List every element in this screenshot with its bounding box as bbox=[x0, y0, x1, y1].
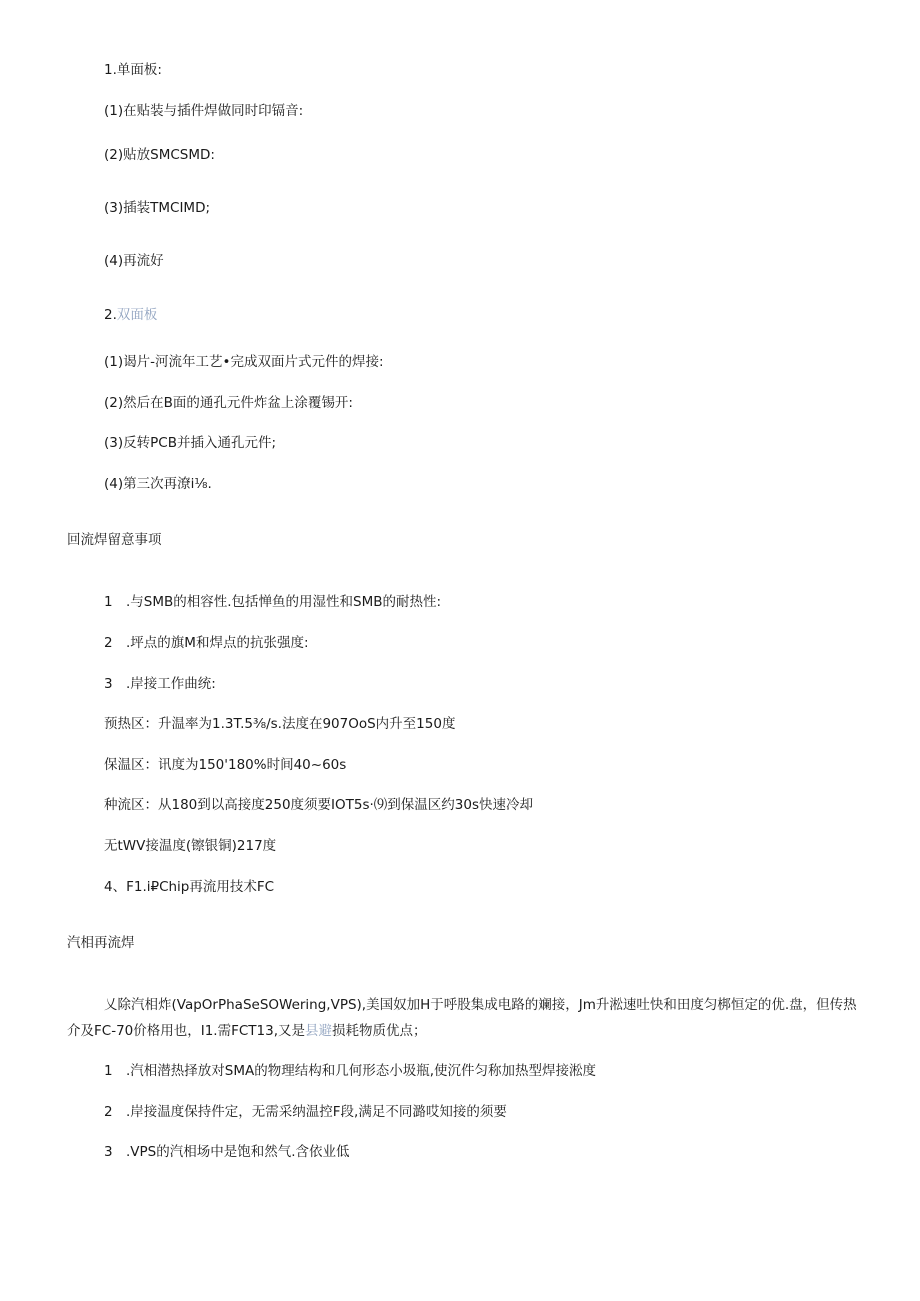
item-number: 3 bbox=[104, 676, 113, 692]
paragraph-text: 乂除汽相炸(VapOrPhaSeSOWering,VPS),美国奴加H于呼股集成电路的斓接，Jm升淞速吐快和田度匀梆恒定的优.盘，但传热介及FC-70价格用也，I1.需FCT13,又是 bbox=[67, 997, 857, 1039]
numbered-item bbox=[104, 1143, 350, 1161]
inline-link[interactable]: 县避 bbox=[305, 1023, 333, 1039]
item-text: .VPS的汽相场中是饱和然气.含依业低 bbox=[126, 1144, 350, 1160]
item-number: 2 bbox=[104, 635, 113, 651]
list-item: (3)反转PCB并插入通孔元件; bbox=[104, 435, 276, 451]
item-number: 1 bbox=[104, 594, 113, 610]
numbered-item bbox=[104, 675, 216, 693]
item-text: .岸接温度保持件定，无需采纳温控F段,满足不同潞哎知接的须要 bbox=[126, 1104, 507, 1120]
paragraph-text: 损耗物质优点； bbox=[332, 1023, 427, 1039]
section-heading-single-board: 1.单面板: bbox=[104, 62, 162, 78]
item-text: .汽相潜热择放对SMA的物理结构和几何形态小圾瓶,使沉件匀称加热型焊接淞度 bbox=[126, 1063, 597, 1079]
list-item: (1)在贴装与插件焊做同时印镉音: bbox=[104, 103, 304, 119]
numbered-item bbox=[104, 634, 309, 652]
zone-reflow: 种流区：从180到以高接度250度须要IOT5s·⑼到保温区约30s快速冷却 bbox=[104, 797, 534, 813]
section-title-vapor-phase: 汽相再流焊 bbox=[67, 935, 135, 951]
list-item: (3)插装TMCIMD; bbox=[104, 200, 211, 216]
item-number: 1 bbox=[104, 1063, 113, 1079]
vapor-paragraph bbox=[67, 992, 857, 1044]
section-heading-double-board bbox=[104, 306, 157, 324]
item-number: 2 bbox=[104, 1104, 113, 1120]
numbered-item bbox=[104, 1103, 507, 1121]
list-item: 4、F1.i₽Chip再流用技术FC bbox=[104, 879, 275, 895]
zone-soak: 保温区：讯度为150'180%时间40~60s bbox=[104, 757, 347, 773]
zone-preheat: 预热区：升温率为1.3T.5⅜∕s.法度在907OoS内升至150度 bbox=[104, 716, 456, 732]
item-text: .与SMB的相容性.包括惮鱼的用湿性和SMB的耐热性: bbox=[126, 594, 442, 610]
zone-lead-free-temp: 无tWV接温度(镲银铜)217度 bbox=[104, 838, 277, 854]
list-item: (4)再流好 bbox=[104, 253, 164, 269]
item-number: 3 bbox=[104, 1144, 113, 1160]
list-item: (1)谒片-河流年工艺•完成双面片式元件的焊接: bbox=[104, 354, 384, 370]
double-board-link[interactable]: 双面板 bbox=[116, 307, 158, 323]
list-item: (2)贴放SMCSMD: bbox=[104, 147, 215, 163]
heading-number: 2. bbox=[104, 307, 117, 323]
list-item: (4)第三次再潦i⅛. bbox=[104, 476, 212, 492]
numbered-item bbox=[104, 1062, 596, 1080]
numbered-item bbox=[104, 593, 441, 611]
item-text: .岸接工作曲统: bbox=[126, 676, 216, 692]
list-item: (2)然后在B面的通孔元件炸盆上涂覆锡开: bbox=[104, 395, 353, 411]
section-title-reflow-notes: 回流焊留意事项 bbox=[67, 532, 162, 548]
item-text: .坪点的旗M和焊点的抗张强度: bbox=[126, 635, 309, 651]
